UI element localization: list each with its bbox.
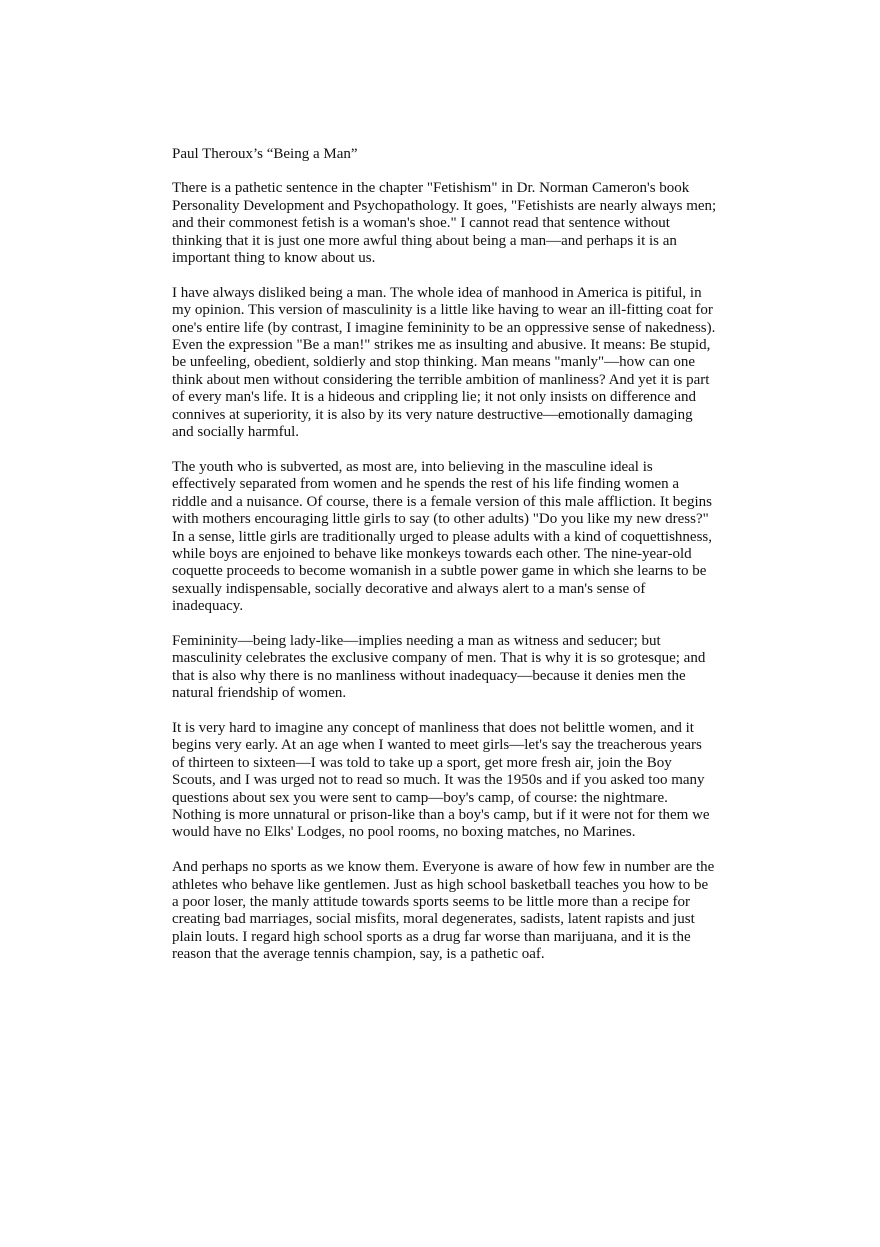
paragraph-5: It is very hard to imagine any concept of manliness that does not belittle women, and it begins very early. At an age when I wanted to meet girls—let's say the treacherous years of thirteen to sixteen—I was told to take up a sport, get more fresh air, join the Boy Scouts, and I was urged not to read so much. It was the 1950s and if you asked too many questions about sex you were sent to camp—boy's camp, of course: the nightmare. Nothing is more unnatural or prison-like than a boy's camp, but if it were not for them we would have no Elks' Lodges, no pool rooms, no boxing matches, no Marines. xyxy=(172,719,710,841)
document-body xyxy=(172,146,717,981)
paragraph-1: There is a pathetic sentence in the chapter "Fetishism" in Dr. Norman Cameron's book Personality Development and Psychopathology. It goes, "Fetishists are nearly always men; and their commonest fetish is a woman's shoe." I cannot read that sentence without thinking that it is just one more awful thing about being a man—and perhaps it is an important thing to know about us. xyxy=(172,180,717,267)
paragraph-4: Femininity—being lady-like—implies needing a man as witness and seducer; but masculinity celebrates the exclusive company of men. That is why it is so grotesque; and that is also why there is no manliness without inadequacy—because it denies men the natural friendship of women. xyxy=(172,632,706,702)
paragraph-3: The youth who is subverted, as most are, into believing in the masculine ideal is effectively separated from women and he spends the rest of his life finding women a riddle and a nuisance. Of course, there is a female version of this male affliction. It begins with mothers encouraging little girls to say (to other adults) "Do you like my new dress?" In a sense, little girls are traditionally urged to please adults with a kind of coquettishness, while boys are enjoined to behave like monkeys towards each other. The nine-year-old coquette proceeds to become womanish in a subtle power game in which she learns to be sexually indispensable, socially decorative and always alert to a man's sense of inadequacy. xyxy=(172,458,713,615)
paragraph-2: I have always disliked being a man. The whole idea of manhood in America is pitiful, in my opinion. This version of masculinity is a little like having to wear an ill-fitting coat for one's entire life (by contrast, I imagine femininity to be an oppressive sense of nakedness). Even the expression "Be a man!" strikes me as insulting and abusive. It means: Be stupid, be unfeeling, obedient, soldierly and stop thinking. Man means "manly"—how can one think about men without considering the terrible ambition of manliness? And yet it is part of every man's life. It is a hideous and crippling lie; it not only insists on difference and connives at superiority, it is also by its very nature destructive—emotionally damaging and socially harmful. xyxy=(172,284,716,441)
document-title: Paul Theroux’s “Being a Man” xyxy=(172,146,358,162)
paragraph-6: And perhaps no sports as we know them. Everyone is aware of how few in number are the athletes who behave like gentlemen. Just as high school basketball teaches you how to be a poor loser, the manly attitude towards sports seems to be little more than a recipe for creating bad marriages, social misfits, moral degenerates, sadists, latent rapists and just plain louts. I regard high school sports as a drug far worse than marijuana, and it is the reason that the average tennis champion, say, is a pathetic oaf. xyxy=(172,859,715,963)
